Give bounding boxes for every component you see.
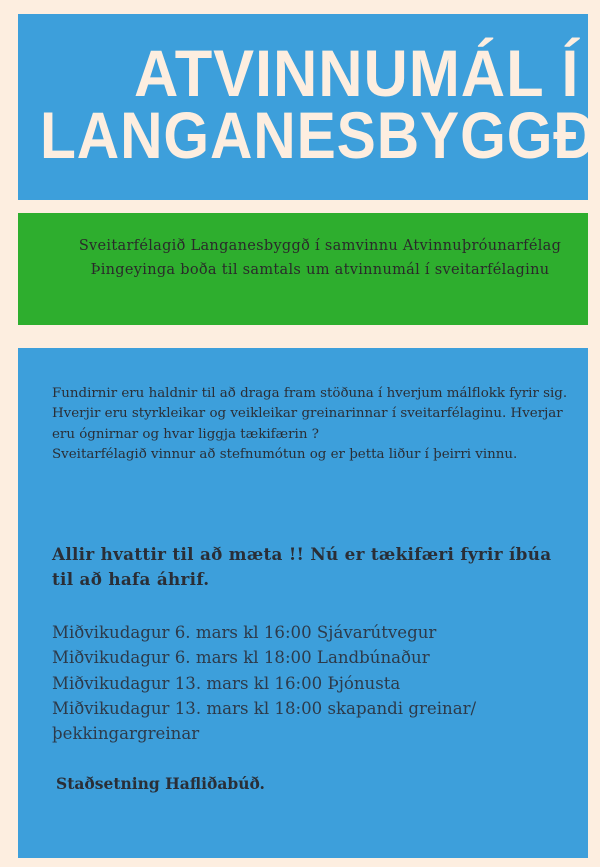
schedule-item: þekkingargreinar bbox=[52, 724, 200, 744]
title-line-2: LANGANESBYGGÐ bbox=[40, 98, 597, 172]
description-line: Sveitarfélagið vinnur að stefnumótun og er þetta liður í þeirri vinnu. bbox=[52, 447, 518, 463]
intro-text: Sveitarfélagið Langanesbyggð í samvinnu Atvinnuþróunarfélag Þingeyinga boða til samtals um atvinnumál í sveitarfélaginu bbox=[78, 238, 562, 278]
description-line: Fundirnir eru haldnir til að draga fram stöðuna í hverjum málflokk fyrir sig. bbox=[52, 386, 568, 401]
schedule-item: Miðvikudagur 13. mars kl 16:00 Þjónusta bbox=[52, 673, 401, 693]
meeting-schedule bbox=[52, 620, 574, 746]
call-to-action: Allir hvattir til að mæta !! Nú er tækifæri fyrir íbúa til að hafa áhrif. bbox=[52, 544, 552, 589]
description bbox=[52, 384, 574, 466]
main-panel bbox=[18, 348, 588, 858]
title-line-1: ATVINNUMÁL Í bbox=[134, 36, 580, 110]
title-banner bbox=[18, 14, 597, 200]
schedule-item: Miðvikudagur 13. mars kl 18:00 skapandi greinar/ bbox=[52, 698, 477, 718]
intro-banner bbox=[18, 213, 588, 325]
schedule-item: Miðvikudagur 6. mars kl 18:00 Landbúnaður bbox=[52, 648, 430, 668]
schedule-item: Miðvikudagur 6. mars kl 16:00 Sjávarútvegur bbox=[52, 623, 437, 642]
location: Staðsetning Hafliðabúð. bbox=[56, 774, 265, 793]
description-line: Hverjir eru styrkleikar og veikleikar greinarinnar í sveitarfélaginu. Hverjar eru ógnirnar og hvar liggja tækifærin ? bbox=[52, 406, 563, 442]
